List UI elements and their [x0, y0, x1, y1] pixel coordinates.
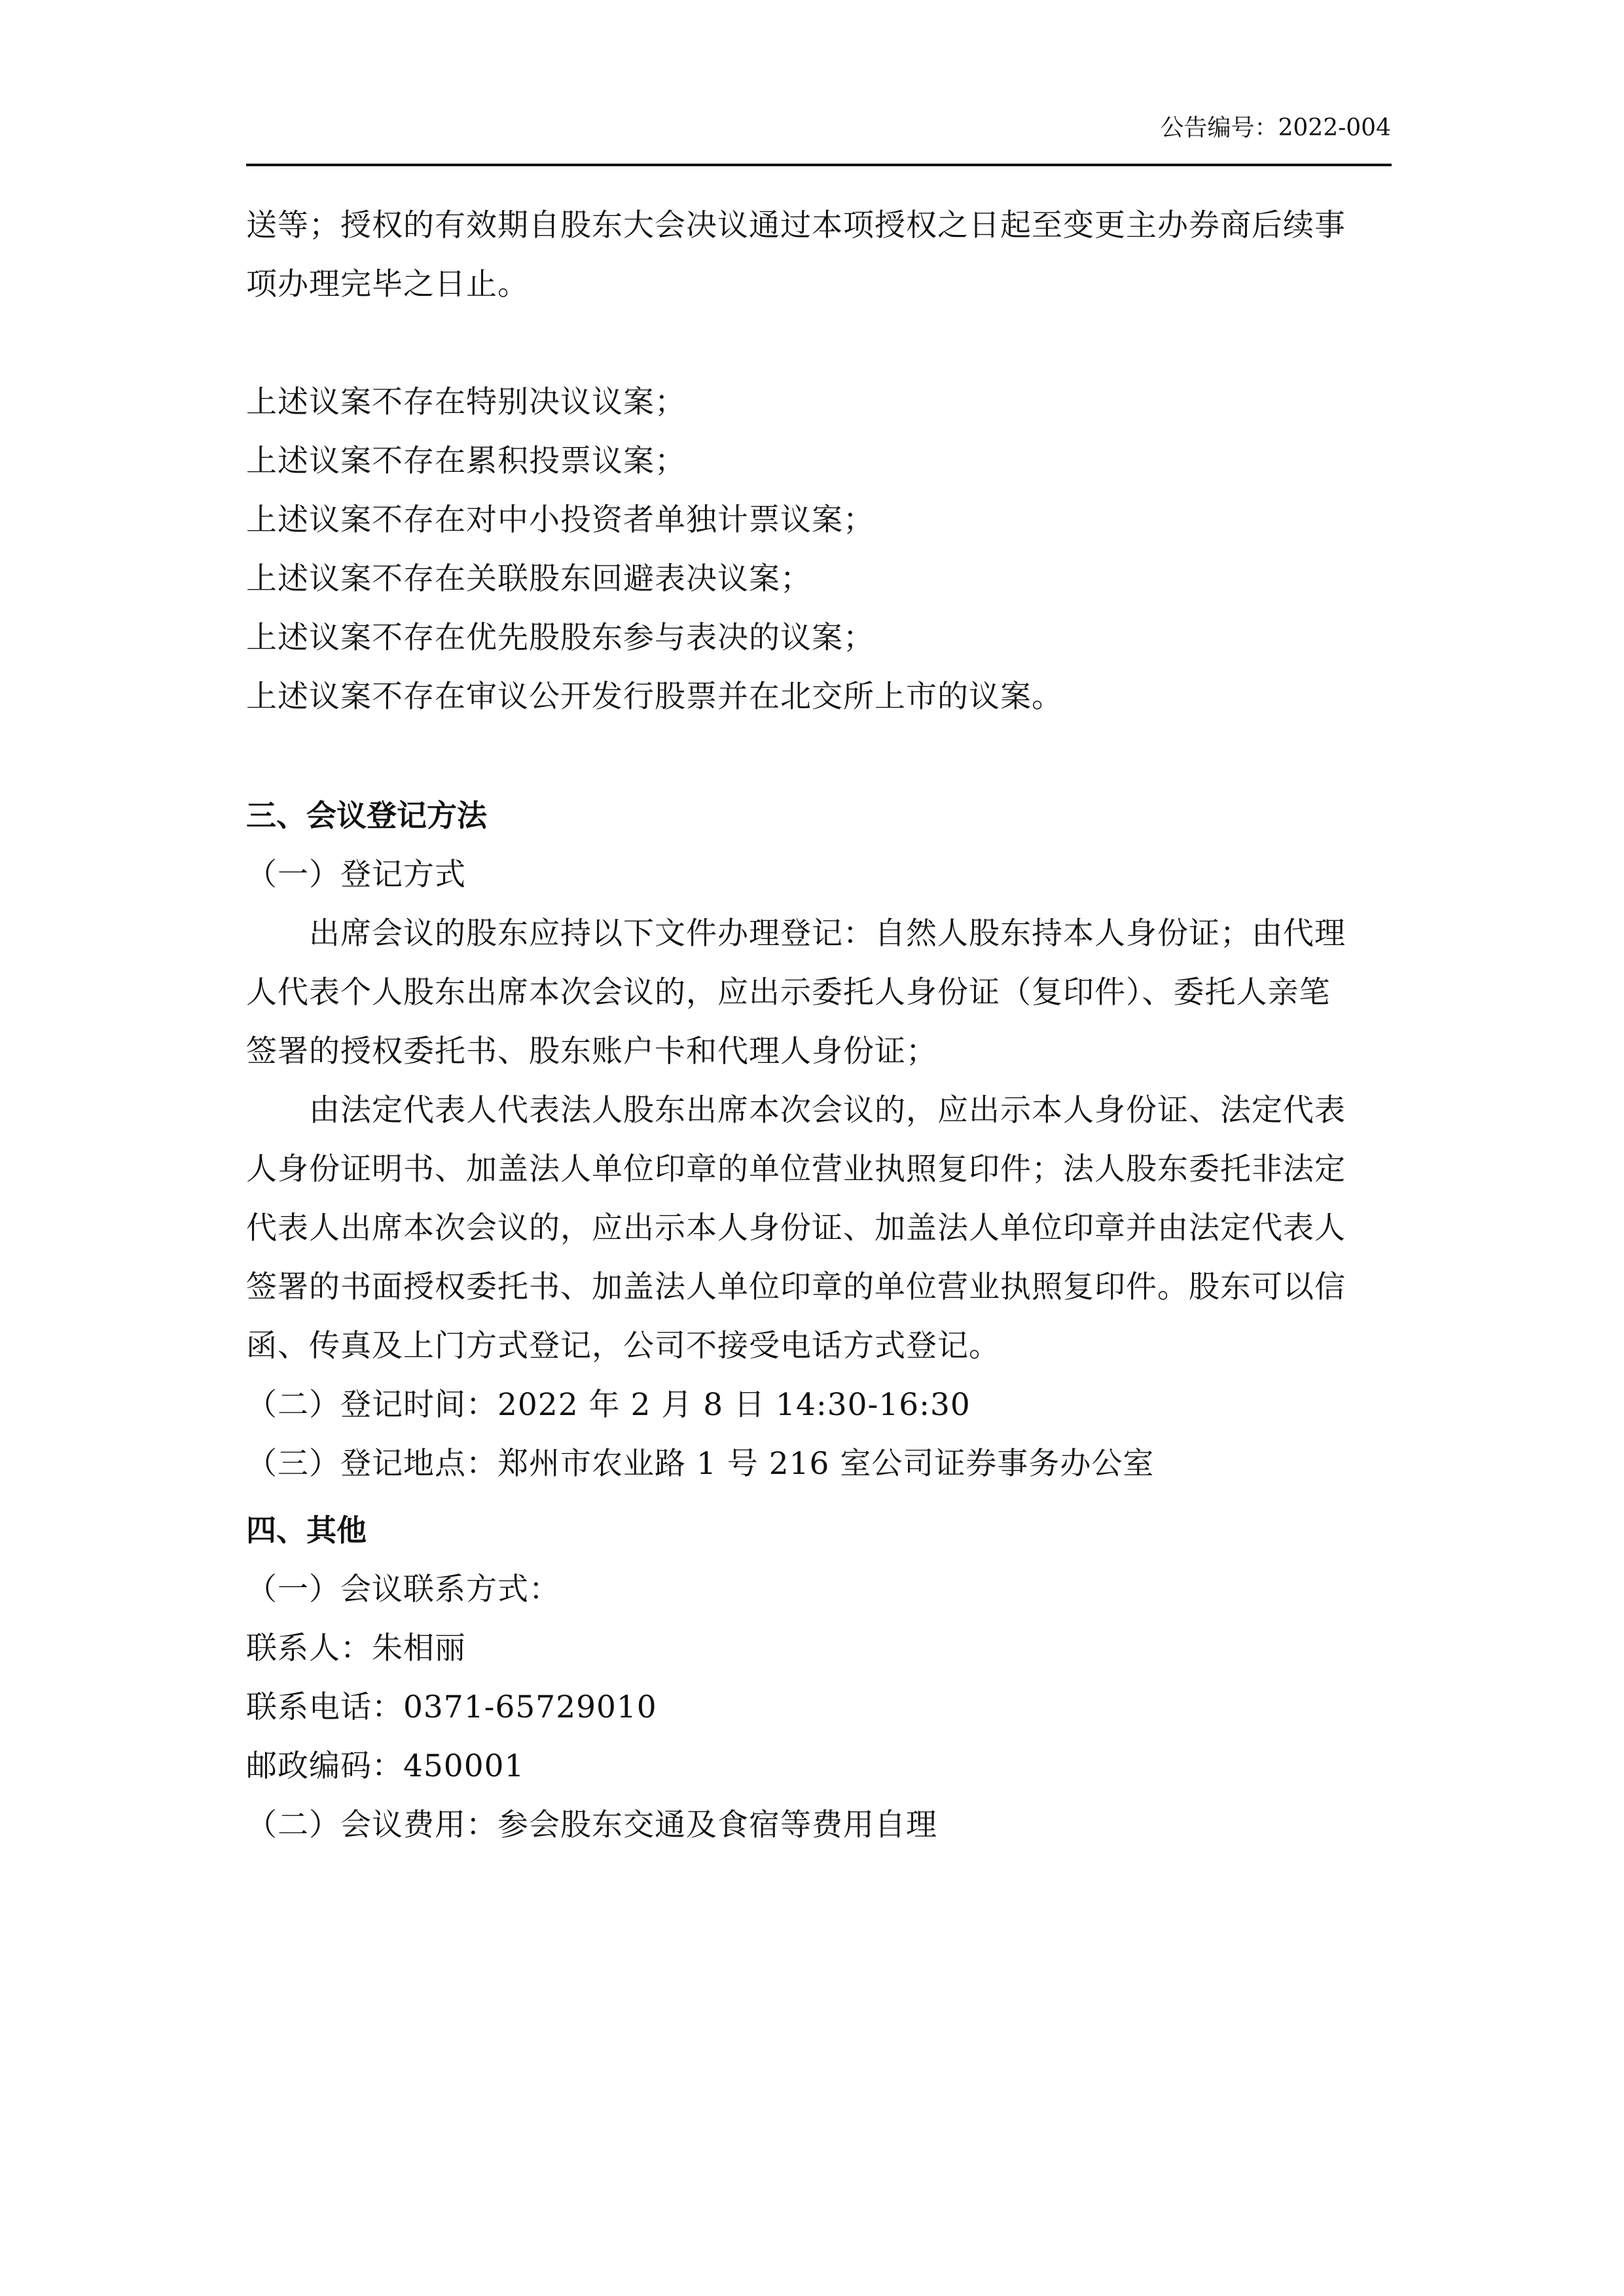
paragraph-line: 由法定代表人代表法人股东出席本次会议的，应出示本人身份证、法定代表 [309, 1092, 1346, 1128]
paragraph-line: 代表人出席本次会议的，应出示本人身份证、加盖法人单位印章并由法定代表人 [246, 1210, 1346, 1246]
section-heading: 四、其他 [246, 1513, 367, 1548]
registration-time: （二）登记时间：2022 年 2 月 8 日 14:30-16:30 [246, 1387, 971, 1423]
section-registration [246, 785, 1392, 1494]
registration-paragraph-natural-person [246, 905, 1392, 1081]
paragraph-line: 人身份证明书、加盖法人单位印章的单位营业执照复印件；法人股东委托非法定 [246, 1151, 1346, 1187]
contact-person: 联系人：朱相丽 [246, 1630, 466, 1666]
section-other [246, 1500, 1392, 1855]
statement-item: 上述议案不存在优先股股东参与表决的议案； [246, 620, 875, 656]
statement-item: 上述议案不存在特别决议议案； [246, 384, 686, 420]
statement-item: 上述议案不存在审议公开发行股票并在北交所上市的议案。 [246, 679, 1063, 715]
statement-item: 上述议案不存在关联股东回避表决议案； [246, 561, 812, 597]
continued-paragraph [246, 196, 1392, 314]
announcement-code: 公告编号：2022-004 [1160, 115, 1391, 141]
header-divider [246, 164, 1392, 166]
statement-item: 上述议案不存在对中小投资者单独计票议案； [246, 502, 875, 538]
section-heading: 三、会议登记方法 [246, 798, 487, 833]
statement-item: 上述议案不存在累积投票议案； [246, 443, 686, 479]
paragraph-line: 出席会议的股东应持以下文件办理登记：自然人股东持本人身份证；由代理 [309, 916, 1346, 952]
paragraph-line: 函、传真及上门方式登记，公司不接受电话方式登记。 [246, 1328, 1000, 1364]
paragraph-line: 项办理完毕之日止。 [246, 266, 529, 302]
paragraph-line: 人代表个人股东出席本次会议的，应出示委托人身份证（复印件）、委托人亲笔 [246, 975, 1331, 1011]
registration-paragraph-legal-person [246, 1081, 1392, 1376]
paragraph-line: 送等；授权的有效期自股东大会决议通过本项授权之日起至变更主办券商后续事 [246, 207, 1346, 243]
motion-statements [246, 373, 1392, 726]
subsection-heading: （一）会议联系方式： [246, 1571, 560, 1607]
subsection-heading: （一）登记方式 [246, 857, 466, 893]
paragraph-line: 签署的授权委托书、股东账户卡和代理人身份证； [246, 1033, 937, 1069]
registration-location: （三）登记地点：郑州市农业路 1 号 216 室公司证券事务办公室 [246, 1446, 1155, 1482]
contact-phone: 联系电话：0371-65729010 [246, 1689, 657, 1725]
meeting-expenses: （二）会议费用：参会股东交通及食宿等费用自理 [246, 1807, 937, 1843]
postal-code: 邮政编码：450001 [246, 1748, 525, 1784]
document-body [246, 196, 1392, 1855]
paragraph-line: 签署的书面授权委托书、加盖法人单位印章的单位营业执照复印件。股东可以信 [246, 1269, 1346, 1305]
